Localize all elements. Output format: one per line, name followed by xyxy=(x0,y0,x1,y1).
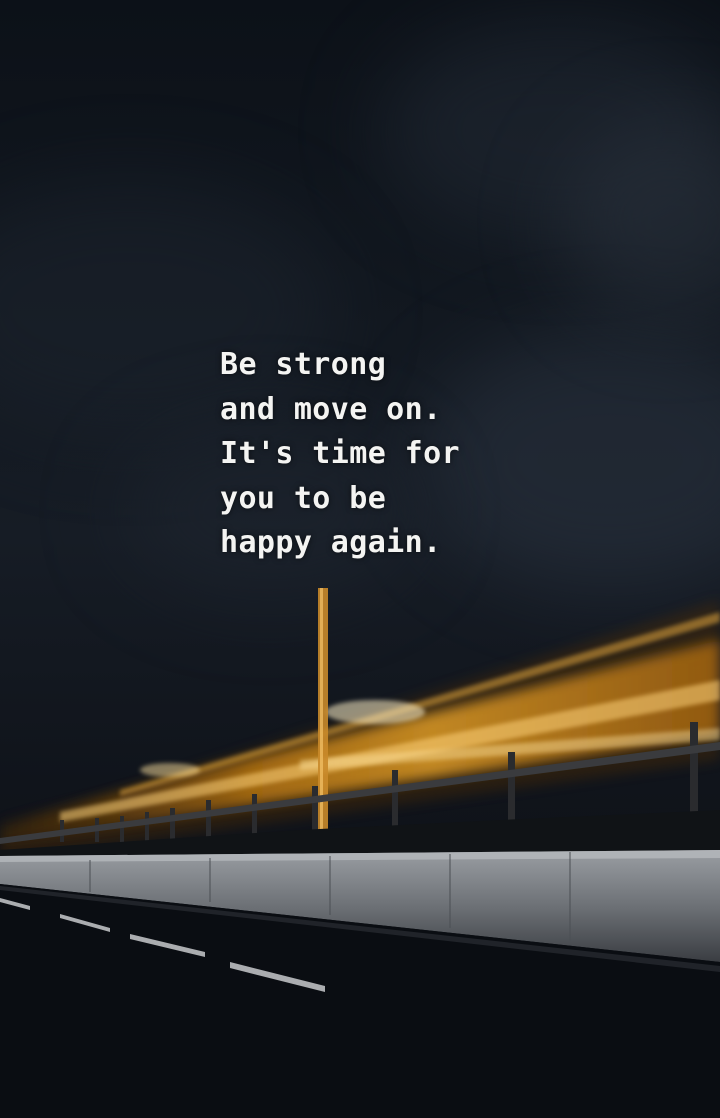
quote-text xyxy=(220,343,640,566)
quote-line: It's time for xyxy=(220,436,460,471)
quote-line: happy again. xyxy=(220,525,442,560)
light-flare xyxy=(140,763,200,777)
light-flare xyxy=(325,700,425,724)
lamp-pole-highlight xyxy=(320,588,323,840)
quote-line: you to be xyxy=(220,480,387,516)
quote-line: Be strong xyxy=(220,347,387,382)
quote-line: and move on. xyxy=(220,391,442,427)
